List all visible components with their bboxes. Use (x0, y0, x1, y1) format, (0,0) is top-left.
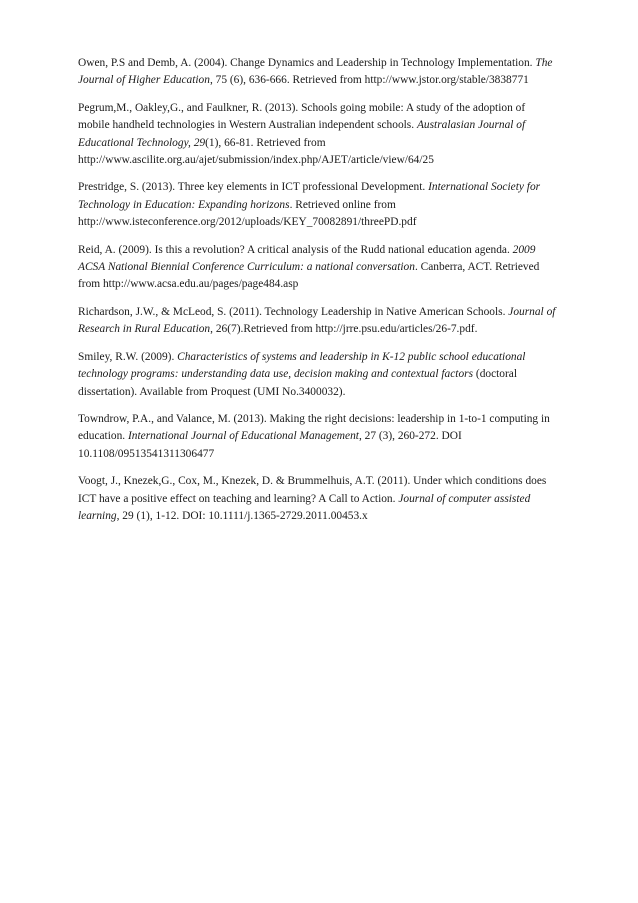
reference-entry (78, 55, 558, 90)
ref-text: Prestridge, S. (2013). Three key elements in ICT professional Development. (78, 181, 429, 194)
ref-text: Towndrow, P.A., and Valance, M. (2013). Making the right decisions: leadership in 1-to-1 computing in education. (78, 412, 550, 443)
reference-entry (78, 473, 558, 525)
ref-source-title: The Journal of Higher Education (78, 57, 553, 87)
reference-entry (78, 100, 558, 170)
ref-text: Smiley, R.W. (2009). (78, 350, 178, 363)
reference-entry (78, 179, 558, 231)
ref-text: . Retrieved online from http://www.isteconference.org/2012/uploads/KEY_70082891/threePD.pdf (78, 198, 417, 229)
ref-text: Richardson, J.W., & McLeod, S. (2011). Technology Leadership in Native American Schools. (78, 305, 509, 318)
ref-text: , 29 (1), 1-12. DOI: 10.1111/j.1365-2729.2011.00453.x (116, 509, 368, 522)
ref-text: , 75 (6), 636-666. Retrieved from http://www.jstor.org/stable/3838771 (209, 74, 529, 87)
ref-text: (1), 66-81. Retrieved from http://www.ascilite.org.au/ajet/submission/index.php/AJET/article/view/64/25 (78, 136, 434, 167)
reference-list (78, 55, 558, 535)
ref-text: . Canberra, ACT. Retrieved from http://www.acsa.edu.au/pages/page484.asp (78, 261, 540, 291)
ref-source-title: 2009 ACSA National Biennial Conference Curriculum: a national conversation (78, 243, 536, 274)
reference-entry (78, 411, 558, 463)
ref-source-title: Journal of Research in Rural Education (78, 305, 556, 336)
ref-text: Voogt, J., Knezek,G., Cox, M., Knezek, D. & Brummelhuis, A.T. (2011). Under which conditions does ICT have a positive effect on teaching and learning? A Call to Action. (78, 475, 547, 505)
ref-source-title: Australasian Journal of Educational Technology, 29 (78, 119, 526, 149)
ref-source-title: International Society for Technology in Education: Expanding horizons (78, 181, 541, 211)
ref-text: Pegrum,M., Oakley,G., and Faulkner, R. (2013). Schools going mobile: A study of the adoption of mobile handheld technologies in Western Australian independent schools. (78, 101, 526, 132)
ref-source-title: Journal of computer assisted learning (78, 492, 531, 522)
ref-source-title: Characteristics of systems and leadership in K-12 public school educational technology programs: understanding data use, decision making and contextual factors (78, 350, 526, 381)
ref-text: Owen, P.S and Demb, A. (2004). Change Dynamics and Leadership in Technology Implementation. (78, 57, 536, 69)
reference-entry (78, 304, 558, 339)
ref-source-title: International Journal of Educational Management (127, 430, 359, 443)
reference-entry (78, 242, 558, 294)
reference-entry (78, 349, 558, 401)
ref-text: , 27 (3), 260-272. DOI 10.1108/09513541311306477 (78, 430, 462, 460)
ref-text: (doctoral dissertation). Available from Proquest (UMI No.3400032). (78, 368, 518, 398)
ref-text: Reid, A. (2009). Is this a revolution? A critical analysis of the Rudd national education agenda. (78, 243, 513, 256)
ref-text: , 26(7).Retrieved from http://jrre.psu.edu/articles/26-7.pdf. (210, 323, 478, 336)
